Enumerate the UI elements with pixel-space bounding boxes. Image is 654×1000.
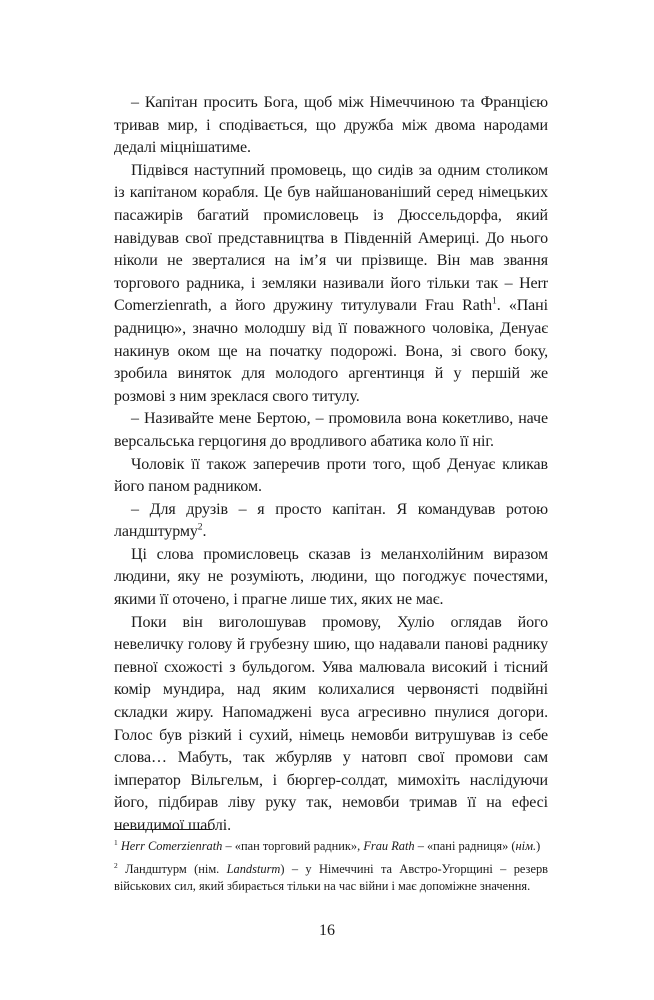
paragraph-text: – Для друзів – я просто капітан. Я командував ротою ландштурму bbox=[114, 500, 548, 541]
paragraph bbox=[114, 612, 548, 838]
footnote-2 bbox=[114, 861, 548, 895]
footnote-text: – «пані радниця» ( bbox=[414, 839, 516, 853]
paragraph-text: Поки він виголошував промову, Хуліо оглядав його невеличку голову й грубезну шию, що надавали панові раднику певної схожості з бульдогом. Уява малювала високий і тісний комір мундира, над яким колихалися червонясті подвійні складки жиру. Напомаджені вуса агресивно пнулися догори. Голос був різкий і сухий, німець немовби витрушував із себе слова… Мабуть, так жбурляв у натовп свої промови сам імператор Вільгельм, і бюргер-солдат, мимохіть наслідуючи його, підбирав ліву руку так, немовби тримав її на ефесі невидимої шаблі. bbox=[114, 613, 548, 834]
footnote-text: ) bbox=[536, 839, 541, 853]
paragraph bbox=[114, 499, 548, 544]
paragraph-text: Ці слова промисловець сказав із меланхолійним виразом людини, яку не розуміють, людини, що погоджує почестями, якими її оточено, і прагне лише тих, яких не має. bbox=[114, 545, 548, 609]
paragraph-text: Чоловік її також заперечив проти того, щоб Денуає кликав його паном радником. bbox=[114, 455, 548, 496]
body-text bbox=[114, 92, 548, 838]
footnote-text: – «пан торговий радник», bbox=[222, 839, 364, 853]
footnote-term: Frau Rath bbox=[363, 839, 415, 853]
footnote-lang: нім. bbox=[515, 839, 537, 853]
paragraph-text: . bbox=[202, 523, 207, 541]
paragraph-text: Підвівся наступний промовець, що сидів за одним столиком із капітаном корабля. Це був найшанованіший серед німецьких пасажирів багатий промисловець із Дюссельдорфа, який навідував свої представництва в Південній Америці. До нього ніколи не зверталися на ім’я чи прізвище. Він мав звання торгового радника, і земляки називали його тільки так – Herr Comerzienrath, а його дружину титулували Frau Rath bbox=[114, 161, 548, 315]
footnote-divider bbox=[114, 829, 212, 830]
footnote-ref[interactable]: 2 bbox=[197, 521, 203, 533]
page-number: 16 bbox=[319, 922, 335, 939]
paragraph-text: – Капітан просить Бога, щоб між Німеччиною та Францією тривав мир, і сподівається, що дружба між двома народами дедалі міцнішатиме. bbox=[114, 94, 548, 157]
footnote-term: Landsturm bbox=[226, 861, 281, 876]
footnote-1 bbox=[114, 838, 548, 855]
footnote-mark: 2 bbox=[114, 860, 118, 870]
paragraph-text: – Називайте мене Бертою, – промовила вона кокетливо, наче версальська герцогиня до вродливого абатика коло її ніг. bbox=[114, 410, 548, 450]
footnotes bbox=[114, 838, 548, 900]
footnote-text: Ландштурм (нім. bbox=[117, 861, 227, 876]
footnote-mark: 1 bbox=[114, 837, 118, 847]
footnote-term: Herr Comerzienrath bbox=[120, 839, 223, 853]
paragraph-text: . «Пані радницю», значно молодшу від її поважного чоловіка, Денуає накинув оком ще на початку подорожі. Вона, зі свого боку, зробила виняток для молодого аргентинця й у першій же розмові з ним зреклася свого титулу. bbox=[114, 297, 548, 405]
paragraph bbox=[114, 408, 548, 453]
paragraph bbox=[114, 160, 548, 409]
paragraph bbox=[114, 92, 548, 160]
footnote-text: ) – у Німеччині та Австро-Угорщині – резерв військових сил, який збирається тільки на час війни і має допоміжне значення. bbox=[114, 861, 548, 893]
footnote-ref[interactable]: 1 bbox=[492, 296, 497, 308]
paragraph bbox=[114, 454, 548, 499]
paragraph bbox=[114, 544, 548, 612]
